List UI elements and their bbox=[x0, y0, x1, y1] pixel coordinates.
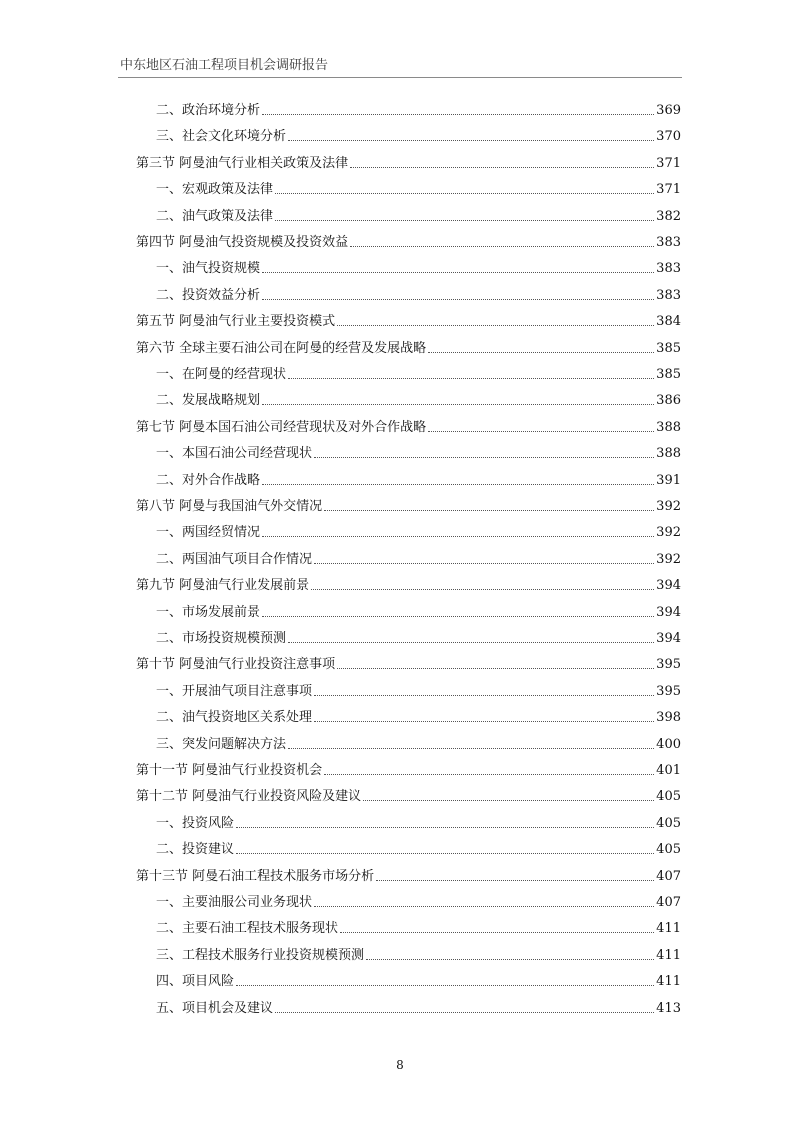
toc-entry-page: 411 bbox=[656, 947, 681, 963]
toc-dot-leader bbox=[337, 324, 654, 326]
toc-entry-page: 383 bbox=[656, 261, 681, 277]
toc-dot-leader bbox=[236, 984, 654, 986]
toc-dot-leader bbox=[288, 377, 654, 379]
toc-dot-leader bbox=[262, 615, 654, 617]
toc-subsection-entry[interactable] bbox=[156, 468, 681, 490]
toc-entry-label: 二、油气政策及法律 bbox=[156, 208, 274, 224]
toc-entry-label: 第九节 阿曼油气行业发展前景 bbox=[136, 578, 310, 594]
toc-section-entry[interactable] bbox=[136, 784, 681, 806]
toc-dot-leader bbox=[314, 694, 654, 696]
toc-dot-leader bbox=[350, 245, 654, 247]
toc-subsection-entry[interactable] bbox=[156, 362, 681, 384]
toc-dot-leader bbox=[275, 1011, 654, 1013]
toc-entry-label: 二、发展战略规划 bbox=[156, 393, 261, 409]
page-header-title: 中东地区石油工程项目机会调研报告 bbox=[120, 58, 329, 73]
toc-entry-label: 第十二节 阿曼油气行业投资风险及建议 bbox=[136, 789, 362, 805]
toc-dot-leader bbox=[275, 192, 654, 194]
toc-section-entry[interactable] bbox=[136, 151, 681, 173]
toc-entry-label: 第三节 阿曼油气行业相关政策及法律 bbox=[136, 155, 349, 171]
toc-entry-page: 400 bbox=[656, 736, 681, 752]
toc-dot-leader bbox=[314, 905, 654, 907]
toc-dot-leader bbox=[262, 403, 654, 405]
toc-dot-leader bbox=[363, 799, 654, 801]
toc-section-entry[interactable] bbox=[136, 230, 681, 252]
toc-dot-leader bbox=[428, 430, 654, 432]
toc-section-entry[interactable] bbox=[136, 758, 681, 780]
toc-dot-leader bbox=[262, 271, 654, 273]
toc-dot-leader bbox=[236, 852, 654, 854]
toc-section-entry[interactable] bbox=[136, 309, 681, 331]
toc-dot-leader bbox=[288, 139, 654, 141]
toc-entry-page: 411 bbox=[656, 974, 681, 990]
toc-entry-page: 383 bbox=[656, 235, 681, 250]
toc-entry-page: 398 bbox=[656, 710, 681, 726]
toc-entry-label: 第四节 阿曼油气投资规模及投资效益 bbox=[136, 235, 349, 250]
toc-entry-label: 一、投资风险 bbox=[156, 815, 235, 831]
toc-subsection-entry[interactable] bbox=[156, 679, 681, 701]
toc-dot-leader bbox=[324, 773, 654, 775]
toc-section-entry[interactable] bbox=[136, 494, 681, 516]
toc-entry-page: 392 bbox=[656, 499, 681, 514]
toc-dot-leader bbox=[340, 931, 654, 933]
toc-entry-label: 一、主要油服公司业务现状 bbox=[156, 895, 313, 910]
toc-entry-label: 三、工程技术服务行业投资规模预测 bbox=[156, 947, 365, 963]
toc-subsection-entry[interactable] bbox=[156, 969, 681, 991]
toc-dot-leader bbox=[262, 535, 654, 537]
toc-entry-label: 一、市场发展前景 bbox=[156, 604, 261, 620]
toc-entry-page: 394 bbox=[656, 578, 681, 594]
toc-dot-leader bbox=[366, 958, 654, 960]
header-divider bbox=[118, 77, 682, 78]
toc-entry-page: 405 bbox=[656, 842, 681, 858]
toc-section-entry[interactable] bbox=[136, 652, 681, 674]
toc-entry-page: 388 bbox=[656, 419, 681, 435]
toc-entry-label: 二、对外合作战略 bbox=[156, 472, 261, 488]
toc-subsection-entry[interactable] bbox=[156, 732, 681, 754]
toc-subsection-entry[interactable] bbox=[156, 204, 681, 226]
toc-entry-label: 二、市场投资规模预测 bbox=[156, 631, 287, 646]
toc-dot-leader bbox=[288, 747, 654, 749]
toc-entry-label: 二、油气投资地区关系处理 bbox=[156, 710, 313, 726]
toc-dot-leader bbox=[376, 879, 654, 881]
toc-dot-leader bbox=[314, 562, 654, 564]
toc-entry-label: 二、投资建议 bbox=[156, 842, 235, 858]
toc-dot-leader bbox=[311, 588, 654, 590]
toc-entry-page: 392 bbox=[656, 551, 681, 567]
toc-dot-leader bbox=[428, 351, 654, 353]
toc-entry-label: 第五节 阿曼油气行业主要投资模式 bbox=[136, 314, 336, 330]
toc-entry-page: 383 bbox=[656, 287, 681, 303]
toc-subsection-entry[interactable] bbox=[156, 890, 681, 912]
toc-entry-label: 三、突发问题解决方法 bbox=[156, 736, 287, 752]
toc-entry-page: 394 bbox=[656, 604, 681, 620]
toc-entry-page: 407 bbox=[656, 868, 681, 884]
toc-subsection-entry[interactable] bbox=[156, 943, 681, 965]
toc-entry-label: 一、油气投资规模 bbox=[156, 261, 261, 277]
toc-entry-page: 411 bbox=[656, 921, 681, 937]
toc-entry-page: 395 bbox=[656, 683, 681, 699]
toc-subsection-entry[interactable] bbox=[156, 705, 681, 727]
toc-entry-page: 394 bbox=[656, 631, 681, 646]
toc-subsection-entry[interactable] bbox=[156, 388, 681, 410]
toc-entry-page: 391 bbox=[656, 472, 681, 488]
toc-entry-page: 385 bbox=[656, 367, 681, 382]
toc-entry-label: 一、本国石油公司经营现状 bbox=[156, 446, 313, 462]
toc-entry-label: 二、两国油气项目合作情况 bbox=[156, 551, 313, 567]
toc-entry-label: 第七节 阿曼本国石油公司经营现状及对外合作战略 bbox=[136, 419, 427, 435]
toc-entry-label: 第八节 阿曼与我国油气外交情况 bbox=[136, 499, 323, 514]
toc-entry-page: 401 bbox=[656, 763, 681, 778]
toc-entry-label: 二、政治环境分析 bbox=[156, 103, 261, 118]
toc-subsection-entry[interactable] bbox=[156, 547, 681, 569]
toc-subsection-entry[interactable] bbox=[156, 600, 681, 622]
toc-dot-leader bbox=[350, 166, 654, 168]
toc-entry-page: 384 bbox=[656, 314, 681, 330]
toc-entry-label: 五、项目机会及建议 bbox=[156, 1000, 274, 1016]
toc-entry-label: 一、在阿曼的经营现状 bbox=[156, 367, 287, 382]
toc-subsection-entry[interactable] bbox=[156, 837, 681, 859]
toc-subsection-entry[interactable] bbox=[156, 256, 681, 278]
toc-subsection-entry[interactable] bbox=[156, 520, 681, 542]
toc-section-entry[interactable] bbox=[136, 336, 681, 358]
toc-section-entry[interactable] bbox=[136, 415, 681, 437]
toc-dot-leader bbox=[288, 641, 654, 643]
toc-subsection-entry[interactable] bbox=[156, 283, 681, 305]
toc-entry-page: 382 bbox=[656, 208, 681, 224]
toc-entry-label: 一、宏观政策及法律 bbox=[156, 182, 274, 198]
toc-entry-label: 二、主要石油工程技术服务现状 bbox=[156, 921, 339, 937]
toc-subsection-entry[interactable] bbox=[156, 124, 681, 146]
toc-dot-leader bbox=[262, 483, 654, 485]
toc-subsection-entry[interactable] bbox=[156, 811, 681, 833]
toc-entry-page: 388 bbox=[656, 446, 681, 462]
toc-dot-leader bbox=[262, 298, 654, 300]
toc-dot-leader bbox=[324, 509, 654, 511]
toc-entry-page: 371 bbox=[656, 155, 681, 171]
toc-dot-leader bbox=[314, 720, 654, 722]
toc-entry-label: 第十一节 阿曼油气行业投资机会 bbox=[136, 763, 323, 778]
toc-subsection-entry[interactable] bbox=[156, 98, 681, 120]
toc-entry-label: 第十三节 阿曼石油工程技术服务市场分析 bbox=[136, 868, 375, 884]
toc-dot-leader bbox=[337, 667, 654, 669]
toc-entry-label: 四、项目风险 bbox=[156, 974, 235, 990]
toc-subsection-entry[interactable] bbox=[156, 916, 681, 938]
toc-entry-page: 385 bbox=[656, 340, 681, 356]
toc-entry-page: 405 bbox=[656, 815, 681, 831]
toc-entry-page: 405 bbox=[656, 789, 681, 805]
page-number: 8 bbox=[396, 1058, 404, 1072]
toc-entry-page: 407 bbox=[656, 895, 681, 910]
toc-dot-leader bbox=[262, 113, 654, 115]
toc-subsection-entry[interactable] bbox=[156, 996, 681, 1018]
toc-entry-label: 一、开展油气项目注意事项 bbox=[156, 683, 313, 699]
toc-entry-page: 392 bbox=[656, 525, 681, 541]
toc-section-entry[interactable] bbox=[136, 573, 681, 595]
toc-dot-leader bbox=[314, 456, 654, 458]
toc-entry-page: 386 bbox=[656, 393, 681, 409]
toc-entry-page: 371 bbox=[656, 182, 681, 198]
toc-dot-leader bbox=[275, 219, 654, 221]
toc-entry-label: 三、社会文化环境分析 bbox=[156, 129, 287, 145]
toc-section-entry[interactable] bbox=[136, 864, 681, 886]
toc-subsection-entry[interactable] bbox=[156, 441, 681, 463]
toc-entry-label: 二、投资效益分析 bbox=[156, 287, 261, 303]
toc-entry-label: 第十节 阿曼油气行业投资注意事项 bbox=[136, 657, 336, 673]
toc-entry-label: 一、两国经贸情况 bbox=[156, 525, 261, 541]
toc-entry-page: 413 bbox=[656, 1000, 681, 1016]
toc-entry-label: 第六节 全球主要石油公司在阿曼的经营及发展战略 bbox=[136, 340, 427, 356]
toc-entry-page: 395 bbox=[656, 657, 681, 673]
toc-entry-page: 370 bbox=[656, 129, 681, 145]
toc-subsection-entry[interactable] bbox=[156, 626, 681, 648]
toc-subsection-entry[interactable] bbox=[156, 177, 681, 199]
toc-dot-leader bbox=[236, 826, 654, 828]
toc-entry-page: 369 bbox=[656, 103, 681, 118]
